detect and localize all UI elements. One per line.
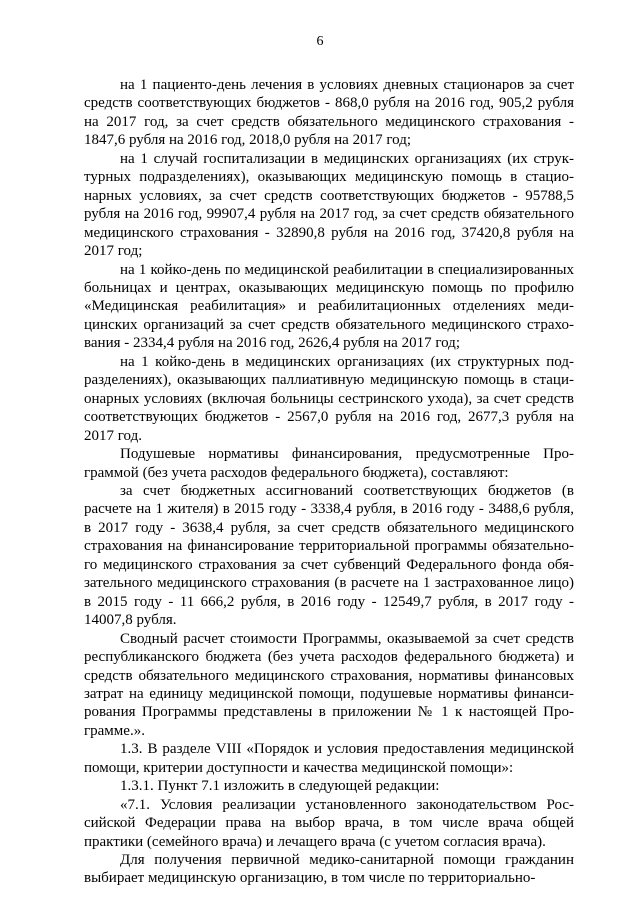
document-body: [84, 76, 574, 888]
page-number: 6: [316, 34, 324, 49]
paragraph-cost-summary: Сводный расчет стоимости Программы, оказываемой за счет средств республиканского бюджета (без учета расходов федерального бюджета) и средств обязательного медицинского страхования, нормативы финансовых затрат на единицу медицинской помощи, подушевые нормативы финансирования Программы представлены в приложении № 1 к настоящей Программе.».: [84, 630, 574, 739]
paragraph-per-capita-values: за счет бюджетных ассигнований соответствующих бюджетов (в расчете на 1 жителя) в 2015 году - 3338,4 рубля, в 2016 году - 3488,6 рубля, в 2017 году - 3638,4 рубля, за счет средств обязательного медицинского страхования на финансирование территориальной программы обязательного медицинского страхования за счет субвенций Федерального фонда обязательного медицинского страхования (в расчете на 1 застрахованное лицо) в 2015 году - 11 666,2 рубля, в 2016 году - 12549,7 рубля, в 2017 году - 14007,8 рубля.: [84, 482, 574, 629]
paragraph-hospitalization-norm: на 1 случай госпитализации в медицинских организациях (их структурных подразделениях), оказывающих медицинскую помощь в стационарных условиях, за счет средств соответствующих бюджетов - 95788,5 рубля на 2016 год, 99907,4 рубля на 2017 год, за счет средств обязательного медицинского страхования - 32890,8 рубля на 2016 год, 37420,8 рубля на 2017 год;: [84, 150, 574, 260]
paragraph-section-viii: 1.3. В разделе VIII «Порядок и условия предоставления медицинской помощи, критерии доступности и качества медицинской помощи»:: [84, 741, 574, 776]
paragraph-palliative-norm: на 1 койко-день в медицинских организациях (их структурных подразделениях), оказывающих паллиативную медицинскую помощь в стационарных условиях (включая больницы сестринского ухода), за счет средств соответствующих бюджетов - 2567,0 рубля на 2016 год, 2677,3 рубля на 2017 год.: [84, 353, 574, 444]
paragraph-rehabilitation-norm: на 1 койко-день по медицинской реабилитации в специализированных больницах и центрах, оказывающих медицинскую помощь по профилю «Медицинская реабилитация» и реабилитационных отделениях медицинских организаций за счет средств обязательного медицинского страхования - 2334,4 рубля на 2016 год, 2626,4 рубля на 2017 год;: [84, 261, 574, 352]
paragraph-day-hospital-norm: на 1 пациенто-день лечения в условиях дневных стационаров за счет средств соответствующих бюджетов - 868,0 рубля на 2016 год, 905,2 рубля на 2017 год, за счет средств обязательного медицинского страхования - 1847,6 рубля на 2016 год, 2018,0 рубля на 2017 год;: [84, 77, 574, 149]
paragraph-primary-care-choice: Для получения первичной медико-санитарной помощи гражданин выбирает медицинскую организацию, в том числе по территориально-: [84, 852, 574, 887]
paragraph-per-capita-intro: Подушевые нормативы финансирования, предусмотренные Программой (без учета расходов федерального бюджета), составляют:: [84, 446, 574, 481]
paragraph-item-7-1: «7.1. Условия реализации установленного законодательством Российской Федерации права на выбор врача, в том числе врача общей практики (семейного врача) и лечащего врача (с учетом согласия врача).: [84, 796, 574, 850]
paragraph-item-1-3-1: 1.3.1. Пункт 7.1 изложить в следующей редакции:: [120, 778, 440, 795]
